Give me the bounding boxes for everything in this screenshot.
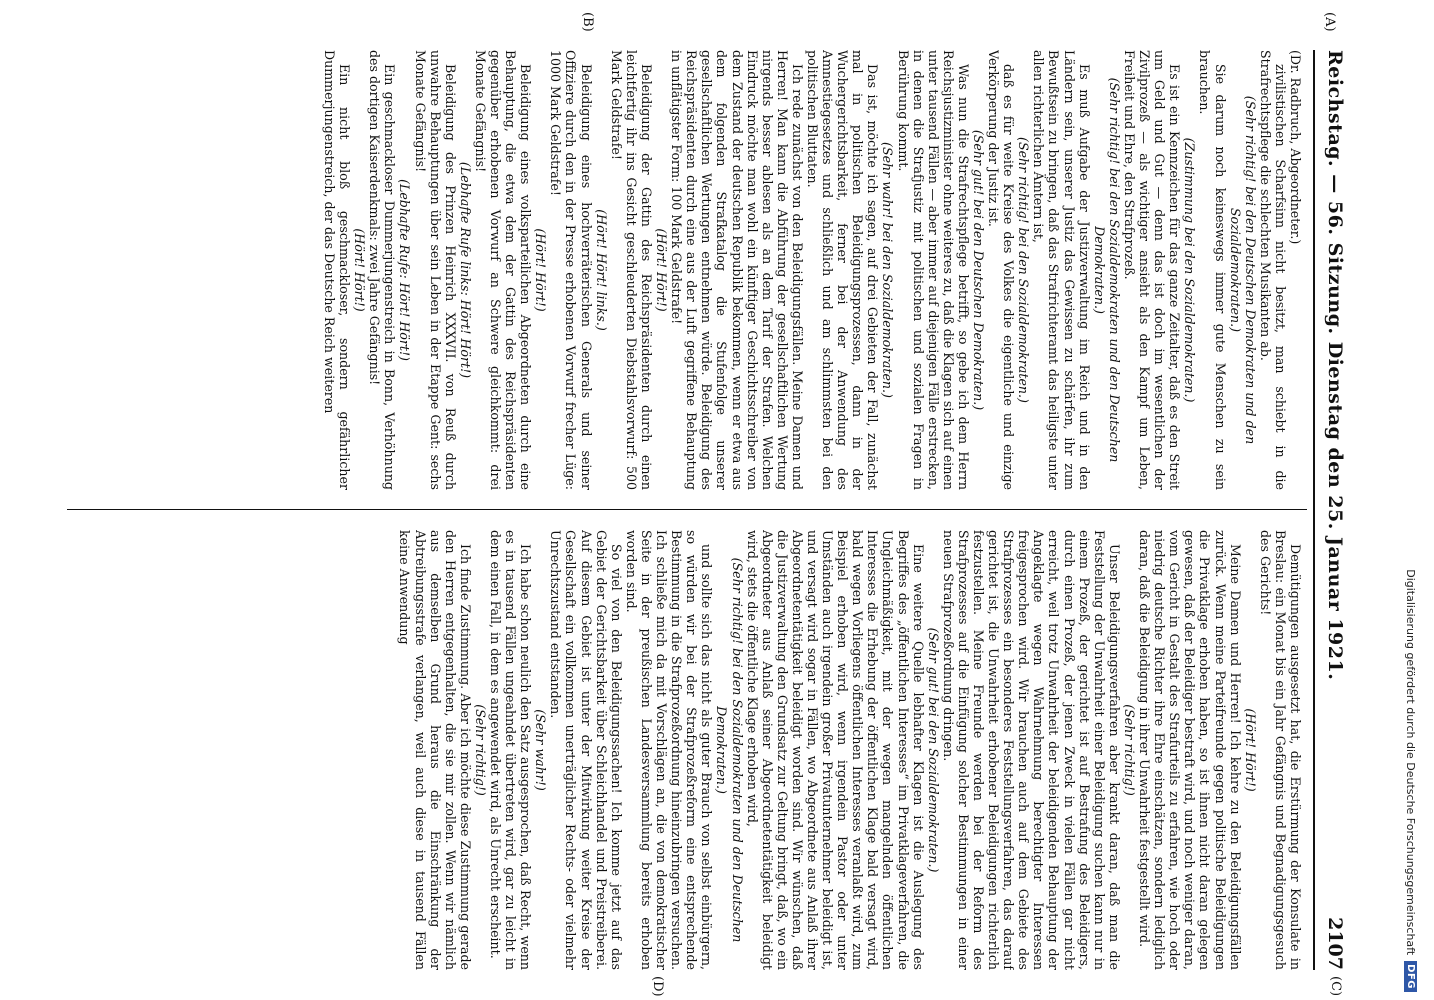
margin-mark-d: (D) — [650, 976, 665, 997]
margin-mark-a: (A) — [1322, 12, 1337, 32]
left-paragraph: zivilistischen Scharfsinn nicht besitzt, man schiebt in die Strafrechtspflege die schlechten Musikanten ab. — [1257, 50, 1288, 490]
left-paragraph: Es muß Aufgabe der Justizverwaltung im Reich und in den Ländern sein, unserer Justiz das Gewissen zu schärfen, ihr zum Bewußtsein zu bringen, daß das Strafrichteramt das heiligste unter allen richterlichen Ämtern ist, — [1031, 50, 1092, 490]
right-column — [73, 530, 1303, 970]
left-paragraph: Was nun die Strafrechtspflege betrifft, so gebe ich dem Herrn Reichsjustizminister ohne weiteres zu, daß die Klagen sich auf einen unter tausend Fällen — aber immer auf diejenigen Fälle erstrecken, in denen die Strafjustiz mit politischen und sozialen Fragen in Berührung kommt. — [895, 50, 971, 490]
left-interjection: (Hört! Hört!) — [654, 228, 670, 312]
dfg-logo: DFG — [1405, 961, 1418, 992]
right-interjection: (Sehr richtig!) — [472, 704, 488, 796]
left-paragraph: Es ist ein Kennzeichen für das ganze Zeitalter, daß es den Streit um Geld und Gut — denn das ist doch im wesentlichen der Zivilprozeß — als wichtiger ansieht als den Kampf um Leben, Freiheit und Ehre, den Strafprozeß. — [1121, 50, 1183, 490]
right-interjection: (Sehr richtig!) — [1121, 704, 1137, 796]
left-paragraph: Ich rede zunächst von den Beleidigungsfällen. Meine Damen und Herren! Man kann die Abführung der gesellschaftlichen Wertung nirgends besser ablesen als an dem Tarif der Strafen. Welchen Eindruck möchte man wohl ein künftiger Geschichtsschreiber von dem Zustand der deutschen Republik bekommen, wenn er etwa aus dem folgenden Strafkatalog die Stufenfolge unserer gesellschaftlichen Wertungen entnehmen würde. Beleidigung des Reichspräsidenten durch eine aus der Luft gegriffene Behauptung in unflätigster Form: 100 Mark Geldstrafe! — [669, 50, 805, 490]
left-paragraph: Beleidigung eines volksparteilichen Abgeordneten durch eine Behauptung, die etwa dem der Gattin des Reichspräsidenten gegenüber erhobenen Vorwurf an Schwere gleichkommt: drei Monate Gefängnis! — [472, 50, 534, 490]
left-paragraph: Ein nicht bloß geschmackloser, sondern gefährlicher Dummerjungenstreich, der das Deutsche Reich weiteren — [322, 50, 353, 490]
margin-mark-c: (C) — [1328, 976, 1343, 997]
margin-mark-b: (B) — [580, 12, 595, 32]
dfg-credit-text: Digitalisierung gefördert durch die Deutsche Forschungsgemeinschaft — [1404, 569, 1418, 956]
left-paragraph: Beleidigung eines hochverräterischen Generals und seiner Offiziere durch den in der Presse erhobenen Vorwurf frecher Lüge: 1000 Mark Geldstrafe! — [548, 50, 594, 490]
right-paragraph: Meine Damen und Herren! Ich kehre zu den Beleidigungsfällen zurück. Wenn meine Parteifreunde gegen politische Beleidigungen die Privatklage erhoben haben, so ist ihnen nicht daran gelegen gewesen, daß der Beleidiger bestraft wird, und noch weniger daran, vom Gericht in Gestalt des Strafurteils zu erfahren, wie hoch oder niedrig deutsche Richter ihre Ehre einschätzen, sondern lediglich daran, daß die Beleidigung in ihrer Unwahrheit festgestellt wird. — [1137, 530, 1243, 970]
left-interjection: (Hört! Hört! links.) — [593, 209, 609, 331]
page-header — [1313, 50, 1355, 970]
right-interjection: (Sehr gut! bei den Sozialdemokraten.) — [925, 627, 941, 873]
dfg-credit — [1400, 8, 1422, 992]
right-paragraph: Ich finde Zustimmung. Aber ich möchte diese Zustimmung gerade den Herren entgegenhalten, die sie mir zollen. Wenn wir nämlich aus demselben Grund heraus die Einschränkung der Abtreibungsstrafe verlangen, weil auch diese in tausend Fällen keine Anwendung — [397, 530, 473, 970]
left-interjection: (Zustimmung bei den Sozialdemokraten.) — [1182, 137, 1198, 403]
right-paragraph: Ich habe schon neulich den Satz ausgesprochen, daß Recht, wenn es in tausend Fällen ungeahndet übertreten wird, gar zu leicht in dem einen Fall, in dem es angewendet wird, als Unrecht erscheint. — [488, 530, 534, 970]
right-interjection: (Hört! Hört!) — [1242, 708, 1258, 792]
right-paragraph: So viel von den Beleidigungssachen! Ich komme jetzt auf das Gebiet der Gerichtsbarkeit über Schleichhandel und Preistreiberei. Auf diesem Gebiet ist unter der Mitwirkung weiter Kreise der Gesellschaft ein vollkommen unerträglicher Rechts- oder vielmehr Unrechtszustand entstanden. — [548, 530, 624, 970]
right-paragraph: Unser Beleidigungsverfahren aber krankt daran, daß man die Feststellung der Unwahrheit einer Beleidigung suchen kann nur in einem Prozeß, der gerichtet ist auf Bestrafung des Beleidigers, durch einen Prozeß, der jenen Zweck in vielen Fällen gar nicht erreicht, weil trotz Unwahrheit der beleidigenden Behauptung der Angeklagte wegen Wahrnehmung berechtigter Interessen freigesprochen wird. Wir brauchen auch auf dem Gebiete des Strafprozesses ein besonderes Feststellungsverfahren, das darauf gerichtet ist, die Unwahrheit erhobener Beleidigungen richterlich festzustellen. Meine Freunde werden bei der Reform des Strafprozesses auf die Einfügung solcher Bestimmungen in einer neuen Strafprozeßordnung dringen. — [940, 530, 1122, 970]
left-interjection: (Sehr wahr! bei den Sozialdemokraten.) — [880, 142, 896, 398]
right-column-text — [397, 530, 1303, 970]
left-column-text — [322, 50, 1288, 490]
right-interjection: (Sehr wahr!) — [533, 709, 549, 791]
rotated-newspaper-page — [55, 12, 1355, 997]
left-paragraph: Das ist, möchte ich sagen, auf drei Gebieten der Fall, zunächst mal in politischen Beleidigungsprozessen, dann in der Wuchergerichtsbarkeit, ferner bei der Anwendung des Amnestiegesetzes und schließlich und am schlimmsten bei den politischen Bluttaten. — [805, 50, 881, 490]
left-interjection: (Sehr gut! bei den Deutschen Demokraten.) — [971, 129, 987, 411]
left-paragraph: Beleidigung der Gattin des Reichspräsidenten durch einen leichtfertig ihr ins Gesicht geschleuderten Diebstahlsvorwurf: 500 Mark Geldstrafe! — [608, 50, 654, 490]
left-interjection: (Hört! Hört!) — [352, 228, 368, 312]
right-paragraph: Eine weitere Quelle lebhafter Klagen ist die Auslegung des Begriffes des „öffentlichen Interesses“ im Privatklageverfahren, die Ungleichmäßigkeit, mit der wegen mangelnden öffentlichen Interesses die Erhebung der öffentlichen Klage bald versagt wird, bald wegen Vorliegens öffentlichen Interesses veranlaßt wird, zum Beispiel erhoben wird, wenn irgendein Pastor oder unter Umständen auch irgendein großer Privatunternehmer beleidigt ist, und versagt wird sogar in Fällen, wo Abgeordnete aus Anlaß ihrer Abgeordnetentätigkeit beleidigt worden sind. Wir wünschen, daß die Justizverwaltung den Grundsatz zur Geltung bringt, daß, wo ein Abgeordneter aus Anlaß seiner Abgeordnetentätigkeit beleidigt wird, stets die öffentliche Klage erhoben wird, — [744, 530, 926, 970]
left-paragraph: daß es für weite Kreise des Volkes die eigentliche und einzige Verkörperung der Justiz ist. — [986, 50, 1017, 490]
running-head: Reichstag. — 56. Sitzung. Dienstag den 25. Januar 1921. — [1324, 50, 1346, 681]
right-interjection: (Sehr richtig! bei den Sozialdemokraten und den Deutschen Demokraten.) — [714, 557, 745, 943]
right-paragraph: und sollte sich das nicht als guter Brauch von selbst einbürgern, so würden wir bei der Strafprozeßreform eine entsprechende Bestimmung in die Strafprozeßordnung hineinzubringen versuchen. Ich schließe mich da mit Vorschlägen an, die von demokratischer Seite in der preußischen Landesversammlung bereits erhoben worden sind. — [623, 530, 715, 970]
left-column — [73, 50, 1303, 490]
left-interjection: (Sehr richtig! bei den Sozialdemokraten.) — [1016, 137, 1032, 403]
left-paragraph: Beleidigung des Prinzen Heinrich XXXVII. von Reuß durch unwahre Behauptungen über sein Leben in der Etappe Gent: sechs Monate Gefängnis! — [412, 50, 458, 490]
column-divider — [67, 509, 1307, 510]
speaker-line: (Dr. Radbruch, Abgeordneter.) — [1288, 50, 1303, 245]
left-interjection: (Lebhafte Rufe: Hört! Hört!) — [397, 179, 413, 361]
left-paragraph: Ein geschmackloser Dummerjungenstreich in Bonn, Verhöhnung des dortigen Kaiserdenkmals: zwei Jahre Gefängnis! — [367, 50, 398, 490]
page-number: 2107 — [1324, 917, 1346, 970]
left-interjection: (Lebhafte Rufe links: Hört! Hört!) — [457, 161, 473, 379]
left-interjection: (Sehr richtig! bei den Sozialdemokraten und den Deutschen Demokraten.) — [1091, 77, 1122, 463]
left-interjection: (Hört! Hört!) — [533, 228, 549, 312]
left-interjection: (Sehr richtig! bei den Deutschen Demokraten und den Sozialdemokraten.) — [1227, 95, 1258, 445]
right-paragraph: Demütigungen ausgesetzt hat, die Erstürmung der Konsulate in Breslau: ein Monat bis ein Jahr Gefängnis und Begnadigungsgesuch des Gerichts! — [1257, 530, 1303, 970]
left-paragraph: Sie darum noch keineswegs immer gute Menschen zu sein brauchen. — [1197, 50, 1228, 490]
